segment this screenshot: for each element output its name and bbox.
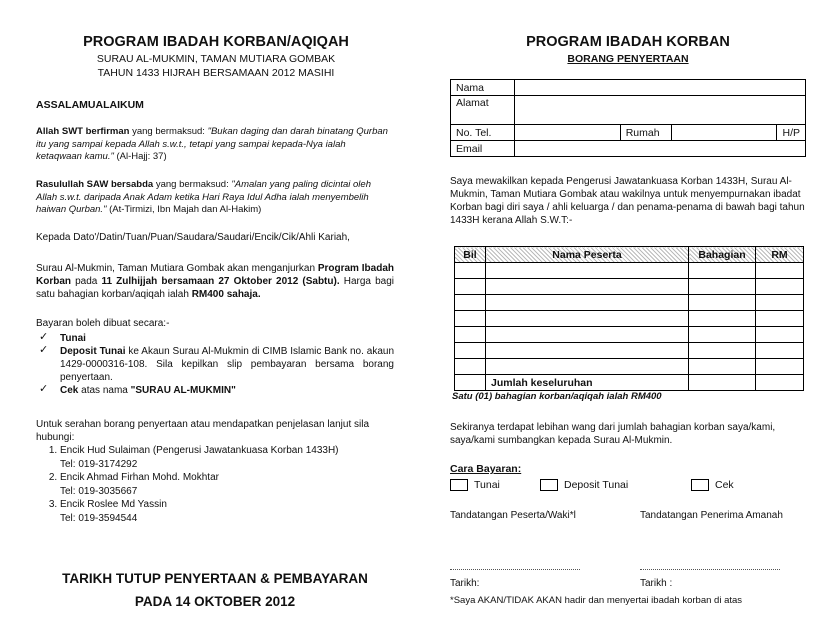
contact-item: 3. Encik Roslee Md Yassin Tel: 019-3594544 [60, 498, 400, 525]
left-subtitle-1: SURAU AL-MUKMIN, TAMAN MUTIARA GOMBAK [96, 53, 336, 65]
label-tel: No. Tel. [451, 125, 515, 141]
payment-item-tunai: ✓ Tunai [36, 332, 394, 345]
option-cek[interactable]: Cek [691, 479, 734, 491]
tarikh-participant: Tarikh: [450, 578, 480, 589]
option-deposit[interactable]: Deposit Tunai [540, 479, 628, 491]
table-row[interactable] [455, 295, 804, 311]
greeting: ASSALAMUALAIKUM [36, 99, 144, 111]
tarikh-receiver: Tarikh : [640, 578, 673, 589]
surplus-note: Sekiranya terdapat lebihan wang dari jumlah bahagian korban saya/kami, saya/kami sumbangkan kepada Surau Al-Mukmin. [450, 422, 776, 446]
tel-field[interactable] [514, 125, 620, 141]
contact-item: 1. Encik Hud Sulaiman (Pengerusi Jawatankuasa Korban 1433H) Tel: 019-3174292 [60, 444, 400, 471]
checkbox-deposit[interactable] [540, 479, 558, 491]
price-note: Satu (01) bahagian korban/aqiqah ialah RM400 [452, 391, 662, 402]
total-bahagian[interactable] [689, 375, 756, 391]
payment-item-cek: ✓ Cek atas nama "SURAU AL-MUKMIN" [36, 384, 394, 397]
label-email: Email [451, 141, 515, 157]
option-tunai[interactable]: Tunai [450, 479, 500, 491]
signature-line-participant[interactable] [450, 568, 580, 570]
label-rumah: Rumah [620, 125, 671, 141]
program-paragraph: Surau Al-Mukmin, Taman Mutiara Gombak akan menganjurkan Program Ibadah Korban pada 11 Zulhijjah bersamaan 27 Oktober 2012 (Sabtu). Harga bagi satu bahagian korban/aqiqah ialah RM400 sahaja. [36, 263, 394, 300]
payment-item-deposit: ✓ Deposit Tunai ke Akaun Surau Al-Mukmin di CIMB Islamic Bank no. akaun 1429-0000316-108. Sila kepilkan slip pembayaran bersama borang penyertaan. [36, 345, 394, 384]
contact-list [36, 444, 400, 525]
quote-hadith: Rasulullah SAW bersabda yang bermaksud: "Amalan yang paling dicintai oleh Allah s.w.t. daripada Anak Adam ketika Hari Raya Idul Adha ialah menyembelih haiwan Qurban." (At-Tirmizi, Ibn Majah dan Al-Hakim) [36, 179, 371, 215]
signature-line-receiver[interactable] [640, 568, 780, 570]
quote-quran: Allah SWT berfirman yang bermaksud: "Bukan daging dan darah binatang Qurban itu yang sampai kepada Allah s.w.t., tetapi yang sampai kepada-Nya ialah ketaqwaan kamu." (Al-Hajj: 37) [36, 126, 388, 162]
total-rm[interactable] [756, 375, 804, 391]
left-subtitle-2: TAHUN 1433 HIJRAH BERSAMAAN 2012 MASIHI [97, 67, 335, 79]
table-row[interactable] [455, 327, 804, 343]
payment-intro: Bayaran boleh dibuat secara:- [36, 318, 170, 329]
right-title: PROGRAM IBADAH KORBAN [526, 34, 730, 50]
label-alamat: Alamat [451, 96, 515, 125]
participants-table [454, 246, 804, 391]
left-title: PROGRAM IBADAH KORBAN/AQIQAH [83, 34, 349, 50]
form-subtitle: BORANG PENYERTAAN [567, 53, 689, 65]
table-row[interactable] [455, 311, 804, 327]
right-page [450, 0, 806, 644]
nama-field[interactable] [514, 80, 805, 96]
form-intro: Saya mewakilkan kepada Pengerusi Jawatankuasa Korban 1433H, Surau Al-Mukmin, Taman Mutiara Gombak atau wakilnya untuk menyempurnakan ibadat Korban bagi diri saya / ahli keluarga / dan penama-penama di bawah bagi tahun 1433H kerana Allah S.W.T:- [450, 176, 805, 226]
table-row[interactable] [455, 343, 804, 359]
label-hp: H/P [777, 125, 806, 141]
signature-receiver-label: Tandatangan Penerima Amanah [640, 510, 783, 521]
cara-bayaran-label: Cara Bayaran: [450, 463, 522, 475]
contact-item: 2. Encik Ahmad Firhan Mohd. Mokhtar Tel: 019-3035667 [60, 471, 400, 498]
checkbox-cek[interactable] [691, 479, 709, 491]
alamat-field[interactable] [514, 96, 805, 125]
col-bil: Bil [455, 247, 486, 263]
closing-line-1: TARIKH TUTUP PENYERTAAN & PEMBAYARAN [62, 571, 368, 586]
salutation: Kepada Dato'/Datin/Tuan/Puan/Saudara/Saudari/Encik/Cik/Ahli Kariah, [36, 232, 350, 243]
label-nama: Nama [451, 80, 515, 96]
col-bahagian: Bahagian [689, 247, 756, 263]
payment-methods [36, 332, 394, 397]
contact-intro: Untuk serahan borang penyertaan atau mendapatkan penjelasan lanjut sila hubungi: [36, 419, 370, 443]
footnote: *Saya AKAN/TIDAK AKAN hadir dan menyertai ibadah korban di atas [450, 595, 743, 606]
col-rm: RM [756, 247, 804, 263]
closing-line-2: PADA 14 OKTOBER 2012 [134, 594, 296, 609]
col-nama: Nama Peserta [486, 247, 689, 263]
email-field[interactable] [514, 141, 805, 157]
table-row[interactable] [455, 279, 804, 295]
checkbox-tunai[interactable] [450, 479, 468, 491]
table-row[interactable] [455, 263, 804, 279]
table-row[interactable] [455, 359, 804, 375]
total-label: Jumlah keseluruhan [486, 375, 689, 391]
rumah-field[interactable] [671, 125, 777, 141]
signature-participant-label: Tandatangan Peserta/Waki*l [450, 510, 576, 521]
participant-info-table [450, 79, 806, 157]
left-page [36, 0, 396, 644]
